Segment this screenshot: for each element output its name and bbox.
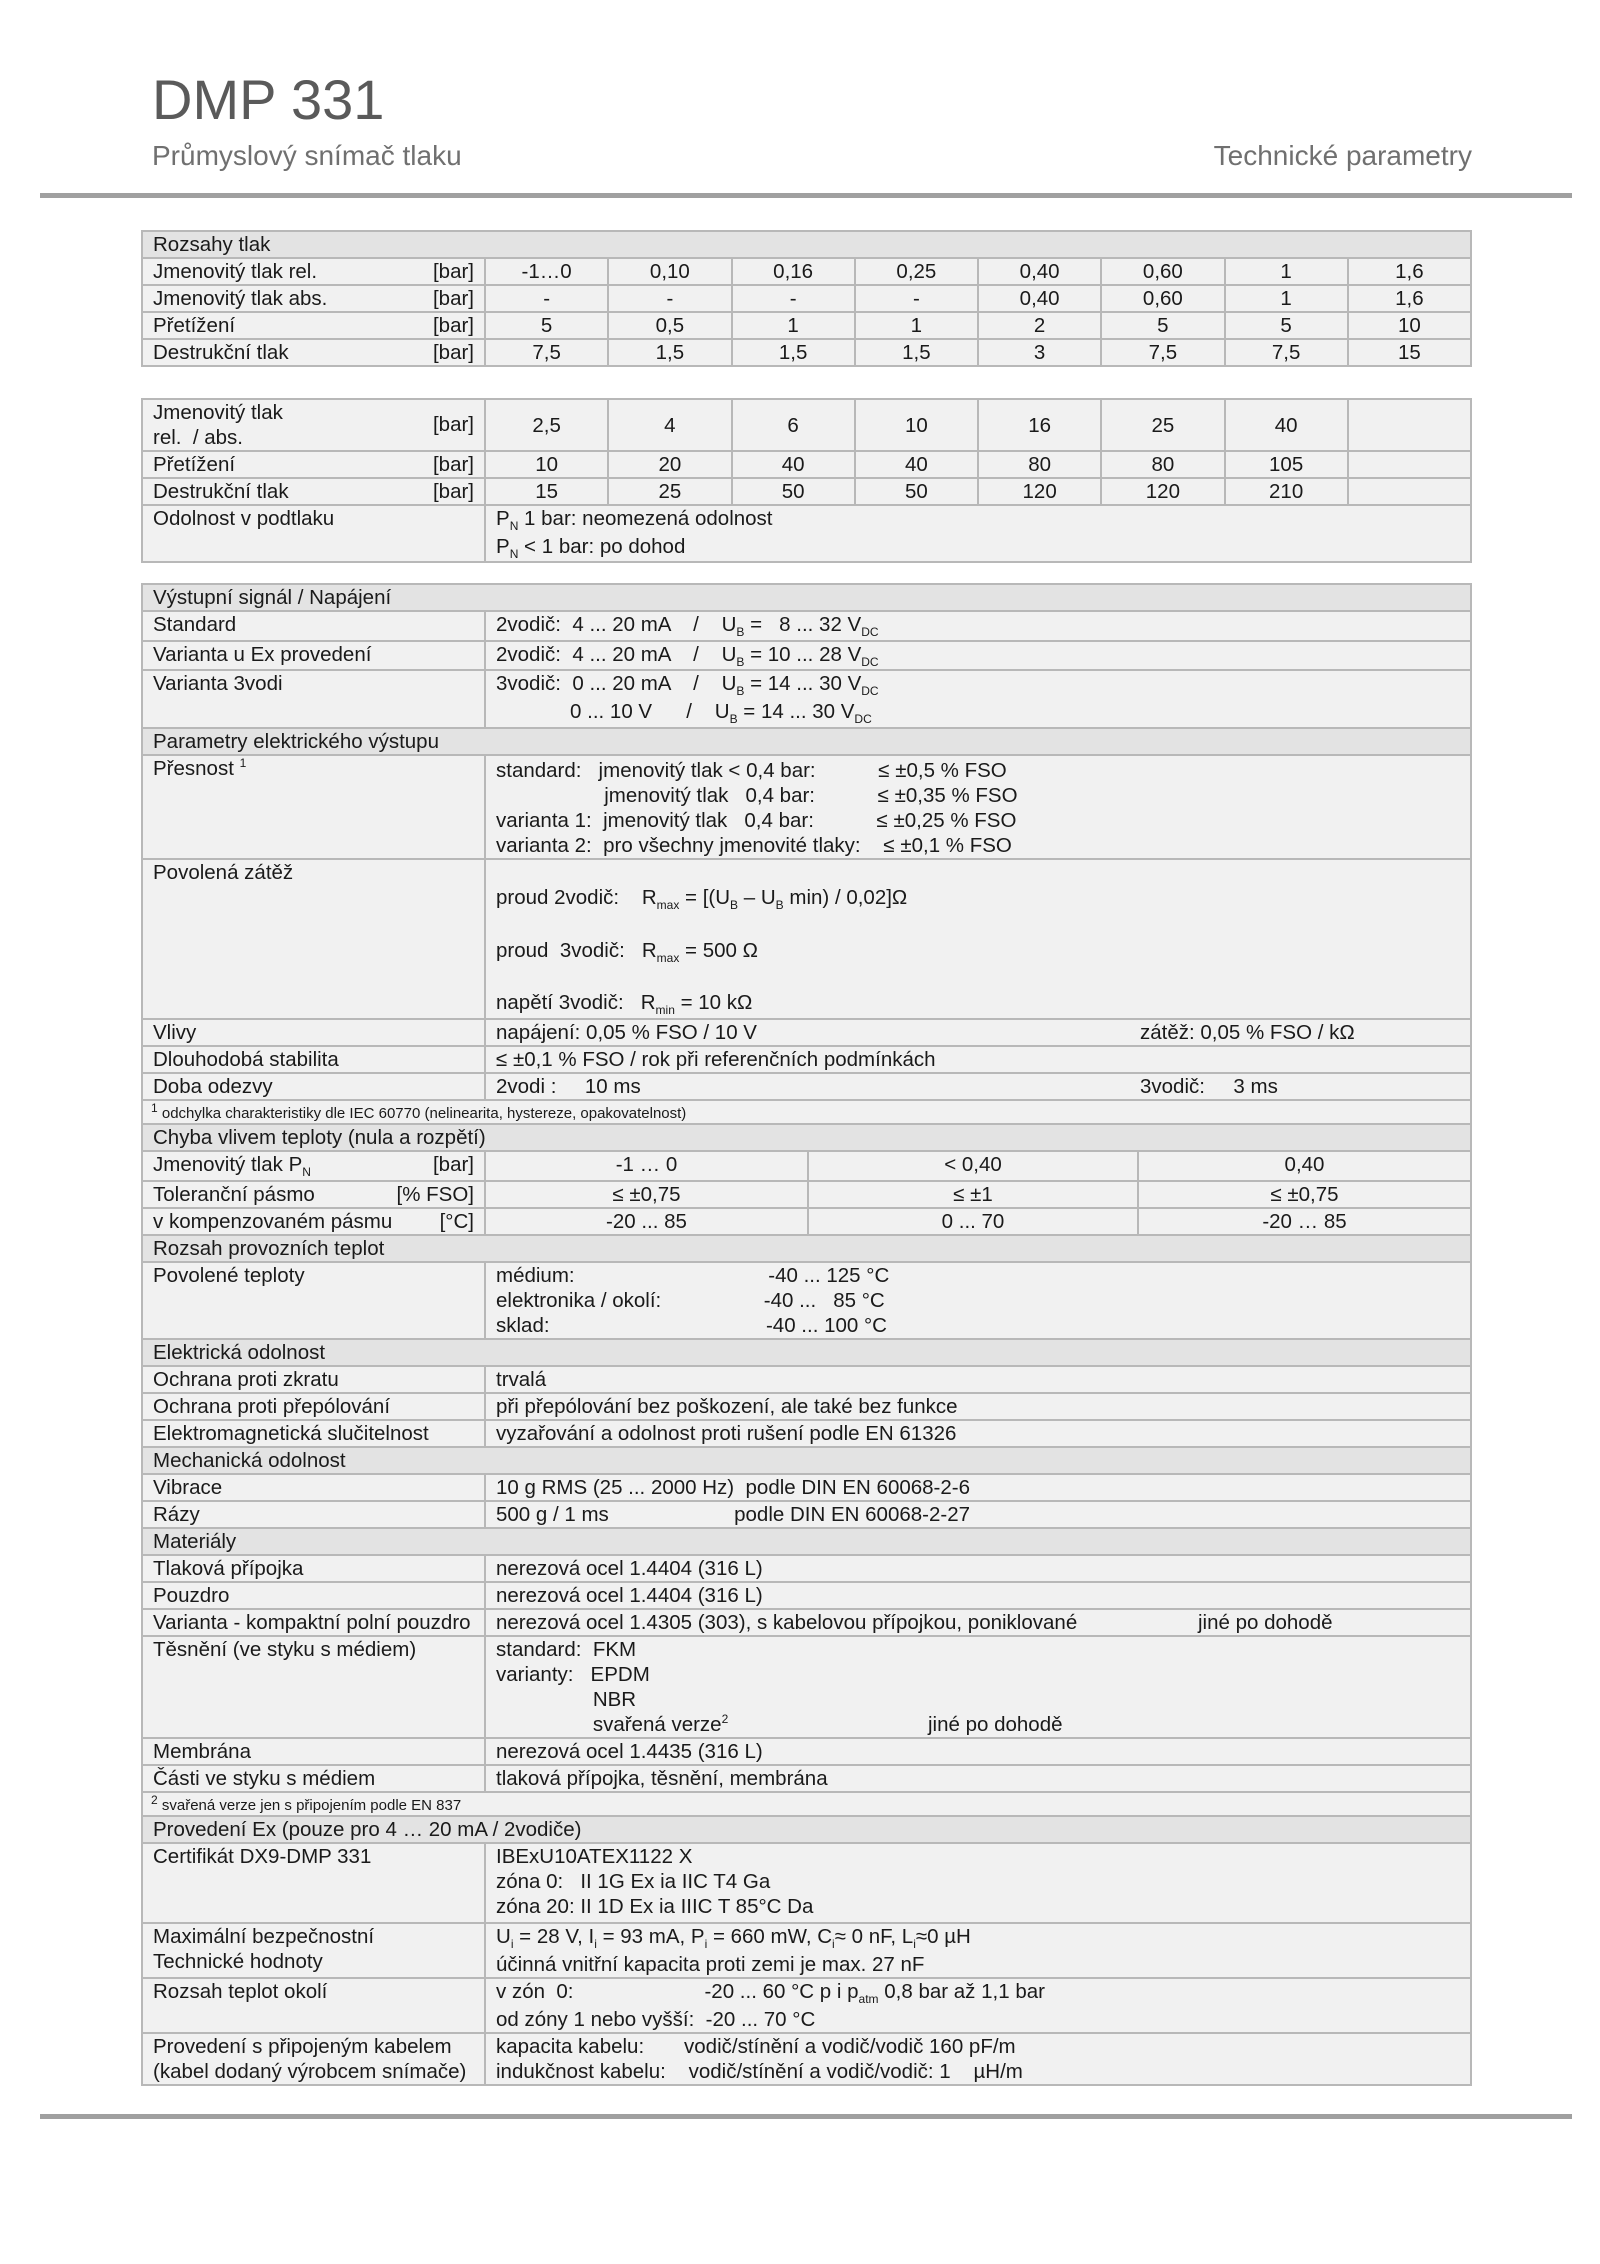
cell: ≤ ±0,75 — [1138, 1181, 1471, 1208]
row-label: [% FSO] Toleranční pásmo — [142, 1181, 485, 1208]
cell: 10 — [485, 451, 608, 478]
row-value: vyzařování a odolnost proti rušení podle EN 61326 — [485, 1420, 1471, 1447]
cell: 3 — [978, 339, 1101, 366]
certificate-values: IBExU10ATEX1122 X zóna 0: II 1G Ex ia IIC T4 Ga zóna 20: II 1D Ex ia IIIC T 85°C Da — [485, 1843, 1471, 1923]
cell: 0,40 — [1138, 1151, 1471, 1181]
footnote-1: $^1$ odchylka charakteristiky dle IEC 60770 (nelinearita, hystereze, opakovatelnost) — [142, 1100, 1471, 1124]
row-value: nerezová ocel 1.4305 (303), s kabelovou přípojkou, poniklované jiné po dohodě — [485, 1609, 1471, 1636]
cell: 1 — [855, 312, 978, 339]
cell: 20 — [608, 451, 731, 478]
cell: 25 — [608, 478, 731, 505]
row-value: 2vodič: 4 ... 20 mA / $U_B = 10$ ... 28 $V_{DC}$ — [485, 641, 1471, 671]
row-label: [bar] Destrukční tlak — [142, 339, 485, 366]
footer-rule — [40, 2114, 1572, 2119]
cell: 1 — [1225, 285, 1348, 312]
row-value: 2vodi : 10 ms — [485, 1073, 1138, 1100]
cell: 1,6 — [1348, 258, 1471, 285]
table-row — [142, 285, 1471, 312]
row-value: 500 g / 1 ms podle DIN EN 60068-2-27 — [485, 1501, 1471, 1528]
cell: 50 — [732, 478, 855, 505]
row-value: ≤ ±0,1 % FSO / rok při referenčních podmínkách — [485, 1046, 1471, 1073]
cell: - — [855, 285, 978, 312]
cell: 0,60 — [1101, 285, 1224, 312]
row-value: tlaková přípojka, těsnění, membrána — [485, 1765, 1471, 1792]
pressure-range-table-2 — [141, 398, 1472, 563]
table-row — [142, 312, 1471, 339]
row-label: [bar] Přetížení — [142, 451, 485, 478]
page-section-title: Technické parametry — [1213, 140, 1472, 171]
row-value: při přepólování bez poškození, ale také bez funkce — [485, 1393, 1471, 1420]
cell — [1348, 399, 1471, 451]
cell: 0,40 — [978, 285, 1101, 312]
load-values: proud 2vodič: $R_{max} = [(U_B - U_B$ min) / 0,02]Ω proud 3vodič: $R_{max} = 500$ Ω napětí 3vodič: $R_{min} = 10$ kΩ — [485, 859, 1471, 1019]
cell: 0,25 — [855, 258, 978, 285]
cell: 10 — [1348, 312, 1471, 339]
cell: 16 — [978, 399, 1101, 451]
row-label: [bar] Jmenovitý tlak rel. / abs. — [142, 399, 485, 451]
cell: - — [485, 285, 608, 312]
section-title: Elektrická odolnost — [142, 1339, 1471, 1366]
row-label: Membrána — [142, 1738, 485, 1765]
row-label: Odolnost v podtlaku — [142, 505, 485, 562]
cell — [1348, 451, 1471, 478]
row-label: [bar] Jmenovitý tlak abs. — [142, 285, 485, 312]
row-value: 3vodič: 3 ms — [1138, 1073, 1471, 1100]
section-title: Provedení Ex (pouze pro 4 … 20 mA / 2vodiče) — [142, 1816, 1471, 1843]
row-value: nerezová ocel 1.4404 (316 L) — [485, 1555, 1471, 1582]
row-label: Provedení s připojeným kabelem (kabel dodaný výrobcem snímače) — [142, 2033, 485, 2085]
table-row — [142, 339, 1471, 366]
row-label: Ochrana proti zkratu — [142, 1366, 485, 1393]
cell: 1,6 — [1348, 285, 1471, 312]
cell: 5 — [485, 312, 608, 339]
cell: 5 — [1225, 312, 1348, 339]
cell: 0 ... 70 — [808, 1208, 1138, 1235]
cell: 25 — [1101, 399, 1224, 451]
cell: 4 — [608, 399, 731, 451]
row-label: Přesnost $^1$ — [142, 755, 485, 859]
row-label: Doba odezvy — [142, 1073, 485, 1100]
cell: < 0,40 — [808, 1151, 1138, 1181]
cell: 0,16 — [732, 258, 855, 285]
cell: 1 — [1225, 258, 1348, 285]
table-row — [142, 478, 1471, 505]
cell: 10 — [855, 399, 978, 451]
safety-values: $U_i = 28$ V, $I_i = 93$ mA, $P_i = 660$ mW, $C_i\approx 0$ nF, $L_i\approx 0$ µH účinná vnitřní kapacita proti zemi je max. 27 nF — [485, 1923, 1471, 1978]
row-label: Rozsah teplot okolí — [142, 1978, 485, 2033]
cell: 0,60 — [1101, 258, 1224, 285]
row-label: [bar] Jmenovitý tlak $P_N$ — [142, 1151, 485, 1181]
table-row — [142, 258, 1471, 285]
section-title: Chyba vlivem teploty (nula a rozpětí) — [142, 1124, 1471, 1151]
cell: 1,5 — [732, 339, 855, 366]
section-title: Rozsah provozních teplot — [142, 1235, 1471, 1262]
section-title: Parametry elektrického výstupu — [142, 728, 1471, 755]
cell: 0,5 — [608, 312, 731, 339]
cell: 50 — [855, 478, 978, 505]
row-label: Tlaková přípojka — [142, 1555, 485, 1582]
row-value: napájení: 0,05 % FSO / 10 V — [485, 1019, 1138, 1046]
footnote-2: $^2$ svařená verze jen s připojením podle EN 837 — [142, 1792, 1471, 1816]
row-label: Maximální bezpečnostní Technické hodnoty — [142, 1923, 485, 1978]
cell: 2,5 — [485, 399, 608, 451]
cable-values: kapacita kabelu: vodič/stínění a vodič/vodič 160 pF/m indukčnost kabelu: vodič/stínění a vodič/vodič: 1 µH/m — [485, 2033, 1471, 2085]
cell: 1 — [732, 312, 855, 339]
header-rule — [40, 193, 1572, 198]
row-label: [bar] Destrukční tlak — [142, 478, 485, 505]
row-label: Varianta u Ex provedení — [142, 641, 485, 671]
row-label: [°C] v kompenzovaném pásmu — [142, 1208, 485, 1235]
section-title: Výstupní signál / Napájení — [142, 584, 1471, 611]
cell — [1348, 478, 1471, 505]
cell: 1,5 — [855, 339, 978, 366]
row-value: 2vodič: 4 ... 20 mA / $U_B = 8$ ... 32 $V_{DC}$ — [485, 611, 1471, 641]
row-label: Pouzdro — [142, 1582, 485, 1609]
cell: ≤ ±0,75 — [485, 1181, 808, 1208]
cell: 7,5 — [1101, 339, 1224, 366]
cell: 80 — [978, 451, 1101, 478]
row-label: Vlivy — [142, 1019, 485, 1046]
row-value: 3vodič: 0 ... 20 mA / $U_B = 14$ ... 30 $V_{DC}$ 0 ... 10 V / $U_B = 14$ ... 30 $V_{DC}$ — [485, 670, 1471, 727]
cell: - — [732, 285, 855, 312]
cell: 40 — [1225, 399, 1348, 451]
row-label: Elektromagnetická slučitelnost — [142, 1420, 485, 1447]
row-label: Vibrace — [142, 1474, 485, 1501]
vacuum-resistance: $P_N$ 1 bar: neomezená odolnost $P_N < 1$ bar: po dohod — [485, 505, 1471, 562]
ambient-values: v zón 0: -20 ... 60 °C p i $p_{atm}$ 0,8 bar až 1,1 bar od zóny 1 nebo vyšší: -20 ... 70 °C — [485, 1978, 1471, 2033]
row-label: [bar] Přetížení — [142, 312, 485, 339]
cell: -20 … 85 — [1138, 1208, 1471, 1235]
row-label: Varianta - kompaktní polní pouzdro — [142, 1609, 485, 1636]
row-label: Těsnění (ve styku s médiem) — [142, 1636, 485, 1738]
cell: 120 — [1101, 478, 1224, 505]
temperature-values: médium: -40 ... 125 °C elektronika / okolí: -40 ... 85 °C sklad: -40 ... 100 °C — [485, 1262, 1471, 1339]
row-value: 10 g RMS (25 ... 2000 Hz) podle DIN EN 60068-2-6 — [485, 1474, 1471, 1501]
row-label: Standard — [142, 611, 485, 641]
cell: 0,10 — [608, 258, 731, 285]
section-title: Mechanická odolnost — [142, 1447, 1471, 1474]
row-label: Dlouhodobá stabilita — [142, 1046, 485, 1073]
row-label: Povolené teploty — [142, 1262, 485, 1339]
cell: 7,5 — [485, 339, 608, 366]
table-row — [142, 451, 1471, 478]
cell: 1,5 — [608, 339, 731, 366]
cell: ≤ ±1 — [808, 1181, 1138, 1208]
cell: 40 — [855, 451, 978, 478]
row-label: Certifikát DX9-DMP 331 — [142, 1843, 485, 1923]
row-label: Části ve styku s médiem — [142, 1765, 485, 1792]
page-title: DMP 331 — [152, 68, 385, 131]
specs-table — [141, 583, 1472, 2086]
row-label: Varianta 3vodi — [142, 670, 485, 727]
row-label: Povolená zátěž — [142, 859, 485, 1019]
cell: 80 — [1101, 451, 1224, 478]
section-title: Materiály — [142, 1528, 1471, 1555]
accuracy-values: standard: jmenovitý tlak < 0,4 bar: ≤ ±0,5 % FSO jmenovitý tlak 0,4 bar: ≤ ±0,35 % FSO varianta 1: jmenovitý tlak 0,4 bar: ≤ ±0,25 % FSO varianta 2: pro všechny jmenovité tlaky: ≤ ±0,1 % FSO — [485, 755, 1471, 859]
row-label: Rázy — [142, 1501, 485, 1528]
row-label: Ochrana proti přepólování — [142, 1393, 485, 1420]
cell: 0,40 — [978, 258, 1101, 285]
cell: 120 — [978, 478, 1101, 505]
page-subtitle: Průmyslový snímač tlaku — [152, 140, 462, 171]
cell: 40 — [732, 451, 855, 478]
cell: 15 — [1348, 339, 1471, 366]
cell: 2 — [978, 312, 1101, 339]
section-title: Rozsahy tlak — [142, 231, 1471, 258]
row-label: [bar] Jmenovitý tlak rel. — [142, 258, 485, 285]
row-value: trvalá — [485, 1366, 1471, 1393]
row-value: zátěž: 0,05 % FSO / kΩ — [1138, 1019, 1471, 1046]
seal-values: standard: FKM varianty: EPDM NBR svařená verze$^2$ jiné po dohodě — [485, 1636, 1471, 1738]
pressure-range-table — [141, 230, 1472, 367]
cell: 7,5 — [1225, 339, 1348, 366]
row-value: nerezová ocel 1.4404 (316 L) — [485, 1582, 1471, 1609]
cell: -20 ... 85 — [485, 1208, 808, 1235]
cell: - — [608, 285, 731, 312]
cell: 5 — [1101, 312, 1224, 339]
cell: -1 … 0 — [485, 1151, 808, 1181]
cell: 105 — [1225, 451, 1348, 478]
cell: 15 — [485, 478, 608, 505]
cell: -1…0 — [485, 258, 608, 285]
row-value: nerezová ocel 1.4435 (316 L) — [485, 1738, 1471, 1765]
cell: 210 — [1225, 478, 1348, 505]
cell: 6 — [732, 399, 855, 451]
